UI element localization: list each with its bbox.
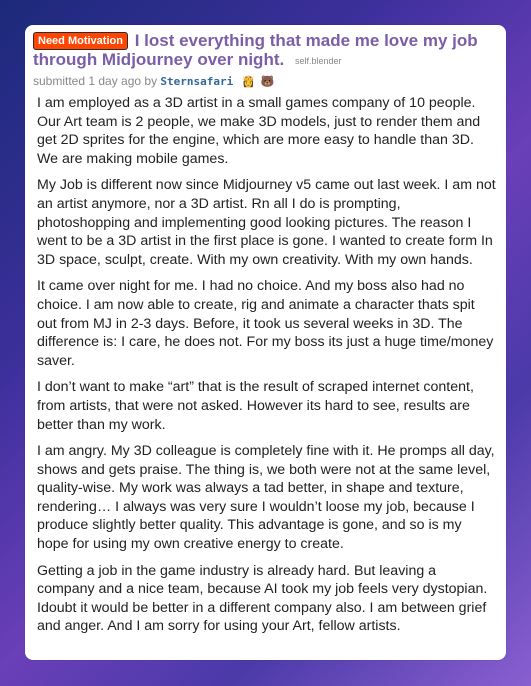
post-card — [25, 25, 506, 660]
post-title[interactable]: I lost everything that made me love my job through Midjourney over night. — [33, 31, 478, 69]
post-paragraph: My Job is different now since Midjourney v5 came out last week. I am not an artist anymore, nor a 3D artist. Rn all I do is prompting, photoshopping and implementing good looking pictures. The reason I went to be a 3D artist in the first place is gone. I wanted to create form In 3D space, sculpt, create. With my own creativity. With my own hands. — [37, 177, 496, 268]
post-body — [33, 94, 496, 636]
post-paragraph: I don’t want to make “art” that is the result of scraped internet content, from artists, that were not asked. However its hard to see, results are better than my work. — [37, 379, 474, 433]
post-paragraph: I am angry. My 3D colleague is completely fine with it. He promps all day, shows and gets praise. The thing is, we both were not at the same level, quality-wise. My work was always a tad better, in shape and texture, rendering… I always was very sure I wouldn’t loose my job, because I produce slightly better quality. This advantage is gone, and so is my hope for using my own creative energy to create. — [37, 443, 495, 553]
post-paragraph: I am employed as a 3D artist in a small games company of 10 people. Our Art team is 2 people, we make 3D models, just to render them and get 2D sprites for the engine, which are more easy to handle than 3D. We are making mobile games. — [37, 95, 481, 167]
submitted-text: submitted 1 day ago by — [33, 74, 158, 88]
gold-award-icon[interactable]: 👸 — [241, 76, 256, 88]
post-flair[interactable]: Need Motivation — [33, 32, 128, 50]
post-paragraph: Getting a job in the game industry is already hard. But leaving a company and a nice team, because AI took my job feels very dystopian. Idoubt it would be better in a different company also. I am between grief and anger. And I am sorry for using your Art, fellow artists. — [37, 562, 488, 635]
post-header — [33, 31, 496, 71]
post-paragraph: It came over night for me. I had no choice. And my boss also had no choice. I am now able to create, rig and animate a character thats spit out from MJ in 2-3 days. Before, it took us several weeks in 3D. The difference is: I care, he does not. For my boss its just a huge time/money saver. — [37, 278, 494, 369]
post-meta — [33, 73, 496, 90]
post-domain[interactable]: self.blender — [294, 56, 342, 66]
author-link[interactable]: Sternsafari — [160, 75, 234, 88]
bear-award-icon[interactable]: 🐻 — [260, 76, 275, 88]
